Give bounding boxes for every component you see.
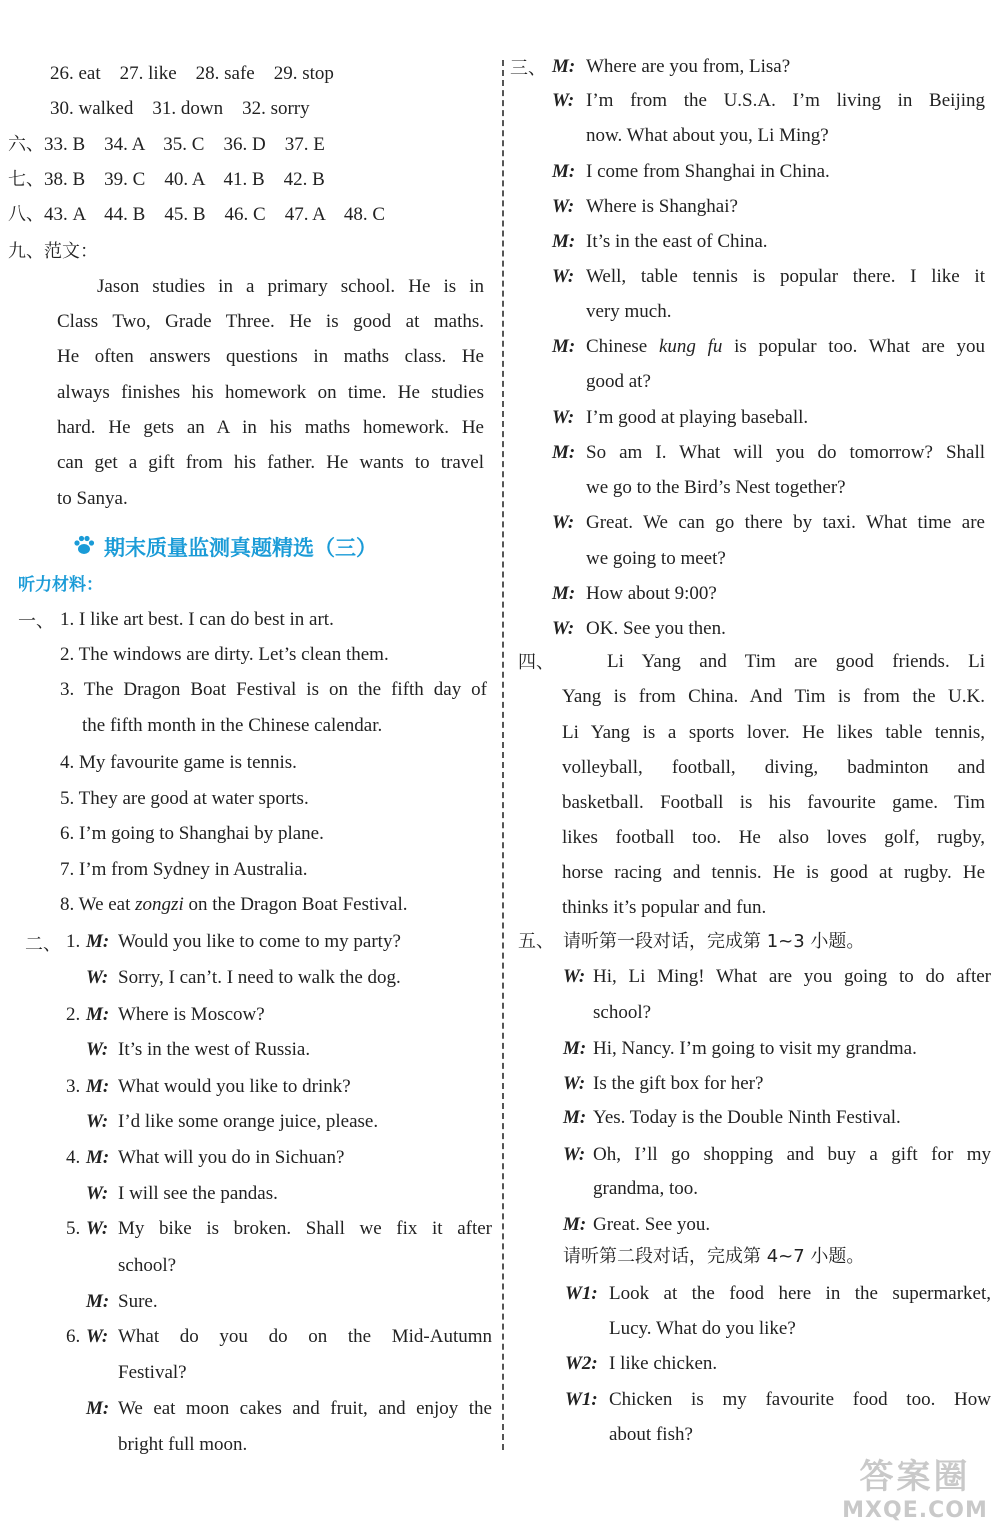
- dialog-line: [552, 547, 726, 571]
- section-title-text: 期末质量监测真题精选（三）: [104, 536, 377, 560]
- speaker-label: W1:: [565, 1283, 598, 1304]
- speaker-label: M:: [552, 56, 576, 77]
- dialog-line: [563, 1106, 901, 1130]
- dialog-text: Where is Moscow?: [118, 1004, 265, 1025]
- dialog-line: [66, 1038, 310, 1062]
- watermark-logo: 答案圈 MXQE.COM: [842, 1457, 988, 1523]
- part-label: 五、: [518, 931, 554, 952]
- dialog-line: [563, 1143, 991, 1167]
- dialog-text: Sure.: [118, 1291, 158, 1312]
- speaker-label: W:: [552, 407, 575, 428]
- dialog-line: [552, 300, 671, 324]
- dialog-line: [563, 1072, 763, 1096]
- speaker-label: M:: [86, 1147, 110, 1168]
- dialog-line: [66, 1254, 176, 1278]
- speaker-label: M:: [563, 1038, 587, 1059]
- dialog-text: What will you do in Sichuan?: [118, 1147, 345, 1168]
- answer-line: 六、33. B 34. A 35. C 36. D 37. E: [8, 134, 325, 155]
- dialog-text: What would you like to drink?: [118, 1076, 351, 1097]
- speaker-label: W:: [563, 966, 586, 987]
- speaker-label: M:: [86, 1398, 110, 1419]
- speaker-label: M:: [552, 442, 576, 463]
- dialog-line: [66, 1290, 158, 1314]
- dialog-line: [66, 1146, 344, 1170]
- dialog-line: [66, 966, 401, 990]
- item-number: 5.: [66, 1218, 81, 1239]
- part4-line: basketball. Football is his favourite game. Tim: [562, 792, 985, 813]
- dialog-text: Chinese: [586, 336, 659, 357]
- dialog-text: I’m good at playing baseball.: [586, 407, 809, 428]
- part4-line: Li Yang and Tim are good friends. Li: [607, 651, 985, 672]
- part4-line: Li Yang is a sports lover. He likes table tennis,: [562, 722, 985, 743]
- dialog-line: [552, 160, 830, 184]
- dialog-line: [552, 195, 738, 219]
- dialog-line: [66, 930, 401, 954]
- dialog-text: school?: [593, 1002, 652, 1023]
- dialog-text: Oh, I’ll go shopping and buy a gift for my: [593, 1144, 991, 1165]
- speaker-label: W:: [86, 1039, 109, 1060]
- speaker-label: W:: [86, 1218, 109, 1239]
- speaker-label: M:: [86, 1291, 110, 1312]
- speaker-label: W:: [552, 618, 575, 639]
- dialog-line: [552, 441, 985, 465]
- speaker-label: W:: [552, 266, 575, 287]
- dialog-line: [66, 1003, 265, 1027]
- part1-line: 8. We eat zongzi on the Dragon Boat Festival.: [60, 894, 408, 915]
- dialog-line: [552, 335, 985, 359]
- part5-intro: 请听第一段对话，完成第 1~3 小题。: [563, 931, 865, 952]
- dialog-line: [563, 1037, 917, 1061]
- dialog-line: [66, 1361, 187, 1385]
- dialog-line: [563, 1213, 710, 1237]
- dialog-line: [66, 1182, 278, 1206]
- dialog-text: very much.: [586, 301, 672, 322]
- dialog-text: bright full moon.: [118, 1434, 248, 1455]
- dialog-line: [552, 230, 768, 254]
- dialog-text: How about 9:00?: [586, 583, 717, 604]
- dialog-text: Sorry, I can’t. I need to walk the dog.: [118, 967, 401, 988]
- item-number: 3.: [66, 1076, 81, 1097]
- answer-line: 30. walked 31. down 32. sorry: [50, 98, 310, 119]
- dialog-line: [552, 89, 985, 113]
- dialog-line: [552, 265, 985, 289]
- dialog-text: We eat moon cakes and fruit, and enjoy the: [118, 1398, 492, 1419]
- dialog-text: good at?: [586, 371, 651, 392]
- dialog-line: [552, 617, 726, 641]
- dialog-line: [563, 1001, 651, 1025]
- listening-subtitle: 听力材料：: [18, 575, 103, 595]
- dialog-line: [565, 1423, 693, 1447]
- dialog-text: Festival?: [118, 1362, 187, 1383]
- dialog-text: Where is Shanghai?: [586, 196, 738, 217]
- speaker-label: W:: [552, 512, 575, 533]
- essay-line: He often answers questions in maths class. He: [57, 346, 484, 367]
- speaker-label: M:: [552, 231, 576, 252]
- dialog-text: Where are you from, Lisa?: [586, 56, 791, 77]
- part1-line: 7. I’m from Sydney in Australia.: [60, 859, 308, 880]
- paw-icon: [72, 534, 96, 561]
- part5-intro: 请听第二段对话，完成第 4~7 小题。: [563, 1246, 865, 1267]
- dialog-line: [66, 1217, 492, 1241]
- part1-line: 5. They are good at water sports.: [60, 788, 309, 809]
- item-number: 4.: [66, 1147, 81, 1168]
- dialog-text: is popular too. What are you: [722, 336, 986, 357]
- item-number: 2.: [66, 1004, 81, 1025]
- dialog-text: I come from Shanghai in China.: [586, 161, 830, 182]
- answer-line: 七、38. B 39. C 40. A 41. B 42. B: [8, 169, 325, 190]
- dialog-text: I’m from the U.S.A. I’m living in Beijing: [586, 90, 985, 111]
- part1-line: the fifth month in the Chinese calendar.: [82, 715, 383, 736]
- speaker-label: M:: [552, 161, 576, 182]
- column-divider: [502, 60, 504, 1450]
- speaker-label: W:: [563, 1144, 586, 1165]
- speaker-label: W:: [86, 1111, 109, 1132]
- dialog-text: Hi, Li Ming! What are you going to do after: [593, 966, 991, 987]
- dialog-line: [66, 1110, 378, 1134]
- speaker-label: W:: [563, 1073, 586, 1094]
- speaker-label: W:: [86, 967, 109, 988]
- part-label: 一、: [18, 611, 54, 632]
- part4-line: likes football too. He also loves golf, rugby,: [562, 827, 985, 848]
- essay-line: always finishes his homework on time. He studies: [57, 382, 484, 403]
- dialog-text: My bike is broken. Shall we fix it after: [118, 1218, 492, 1239]
- speaker-label: M:: [563, 1214, 587, 1235]
- part1-line: 1. I like art best. I can do best in art.: [60, 609, 334, 630]
- dialog-text: Great. We can go there by taxi. What time are: [586, 512, 985, 533]
- dialog-text: now. What about you, Li Ming?: [586, 125, 829, 146]
- dialog-text: Well, table tennis is popular there. I like it: [586, 266, 985, 287]
- part4-line: thinks it’s popular and fun.: [562, 897, 767, 918]
- essay-line: Jason studies in a primary school. He is in: [97, 276, 484, 297]
- dialog-line: [563, 965, 991, 989]
- dialog-line: [66, 1075, 351, 1099]
- dialog-text: Is the gift box for her?: [593, 1073, 764, 1094]
- dialog-line: [552, 124, 829, 148]
- part1-line: 4. My favourite game is tennis.: [60, 752, 297, 773]
- dialog-text: Chicken is my favourite food too. How: [609, 1389, 991, 1410]
- speaker-label: W2:: [565, 1353, 598, 1374]
- part1-line: 2. The windows are dirty. Let’s clean them.: [60, 644, 389, 665]
- dialog-text: we going to meet?: [586, 548, 726, 569]
- speaker-label: M:: [86, 1076, 110, 1097]
- dialog-text: Hi, Nancy. I’m going to visit my grandma.: [593, 1038, 917, 1059]
- dialog-text: school?: [118, 1255, 177, 1276]
- answer-line: 26. eat 27. like 28. safe 29. stop: [50, 63, 334, 84]
- dialog-text: It’s in the west of Russia.: [118, 1039, 311, 1060]
- dialog-line: [552, 406, 808, 430]
- part4-line: horse racing and tennis. He is good at rugby. He: [562, 862, 985, 883]
- speaker-label: W:: [86, 1326, 109, 1347]
- item-number: 1.: [66, 931, 81, 952]
- dialog-text: What do you do on the Mid-Autumn: [118, 1326, 492, 1347]
- speaker-label: M:: [86, 1004, 110, 1025]
- dialog-text: I like chicken.: [609, 1353, 718, 1374]
- dialog-text: I will see the pandas.: [118, 1183, 278, 1204]
- part1-line: 6. I’m going to Shanghai by plane.: [60, 823, 324, 844]
- dialog-line: [66, 1325, 492, 1349]
- dialog-line: [565, 1388, 991, 1412]
- dialog-text: about fish?: [609, 1424, 693, 1445]
- dialog-line: [565, 1317, 796, 1341]
- dialog-text: Look at the food here in the supermarket,: [609, 1283, 991, 1304]
- dialog-line: [66, 1433, 247, 1457]
- part-label: 四、: [518, 652, 554, 673]
- dialog-text: Great. See you.: [593, 1214, 711, 1235]
- dialog-text: I’d like some orange juice, please.: [118, 1111, 379, 1132]
- speaker-label: M:: [563, 1107, 587, 1128]
- dialog-line: [66, 1397, 492, 1421]
- dialog-text: Lucy. What do you like?: [609, 1318, 796, 1339]
- dialog-text: It’s in the east of China.: [586, 231, 768, 252]
- dialog-line: [552, 582, 717, 606]
- dialog-text: Would you like to come to my party?: [118, 931, 401, 952]
- item-number: 6.: [66, 1326, 81, 1347]
- section-title: [72, 530, 377, 564]
- dialog-line: [563, 1177, 698, 1201]
- essay-line: Class Two, Grade Three. He is good at maths.: [57, 311, 484, 332]
- dialog-text: we go to the Bird’s Nest together?: [586, 477, 846, 498]
- part4-line: Yang is from China. And Tim is from the U.K.: [562, 686, 985, 707]
- part1-line: 3. The Dragon Boat Festival is on the fifth day of: [60, 679, 487, 700]
- dialog-line: [552, 511, 985, 535]
- part-label: 二、: [25, 934, 61, 955]
- speaker-label: W:: [552, 196, 575, 217]
- dialog-text: OK. See you then.: [586, 618, 726, 639]
- part-label: 三、: [510, 58, 546, 79]
- essay-line: can get a gift from his father. He wants to travel: [57, 452, 484, 473]
- essay-line: to Sanya.: [57, 488, 128, 509]
- dialog-line: [552, 476, 846, 500]
- dialog-text: grandma, too.: [593, 1178, 699, 1199]
- dialog-line: [565, 1352, 717, 1376]
- dialog-line: [565, 1282, 991, 1306]
- part4-line: volleyball, football, diving, badminton and: [562, 757, 985, 778]
- speaker-label: W:: [86, 1183, 109, 1204]
- speaker-label: W1:: [565, 1389, 598, 1410]
- dialog-text: Yes. Today is the Double Ninth Festival.: [593, 1107, 901, 1128]
- answer-line: 八、43. A 44. B 45. B 46. C 47. A 48. C: [8, 204, 385, 225]
- essay-label: 九、范文：: [8, 241, 98, 262]
- speaker-label: W:: [552, 90, 575, 111]
- essay-line: hard. He gets an A in his maths homework. He: [57, 417, 484, 438]
- speaker-label: M:: [552, 583, 576, 604]
- dialog-line: [552, 55, 790, 79]
- dialog-line: [552, 370, 651, 394]
- dialog-italic: kung fu: [658, 336, 723, 357]
- speaker-label: M:: [552, 336, 576, 357]
- speaker-label: M:: [86, 931, 110, 952]
- dialog-text: So am I. What will you do tomorrow? Shall: [586, 442, 985, 463]
